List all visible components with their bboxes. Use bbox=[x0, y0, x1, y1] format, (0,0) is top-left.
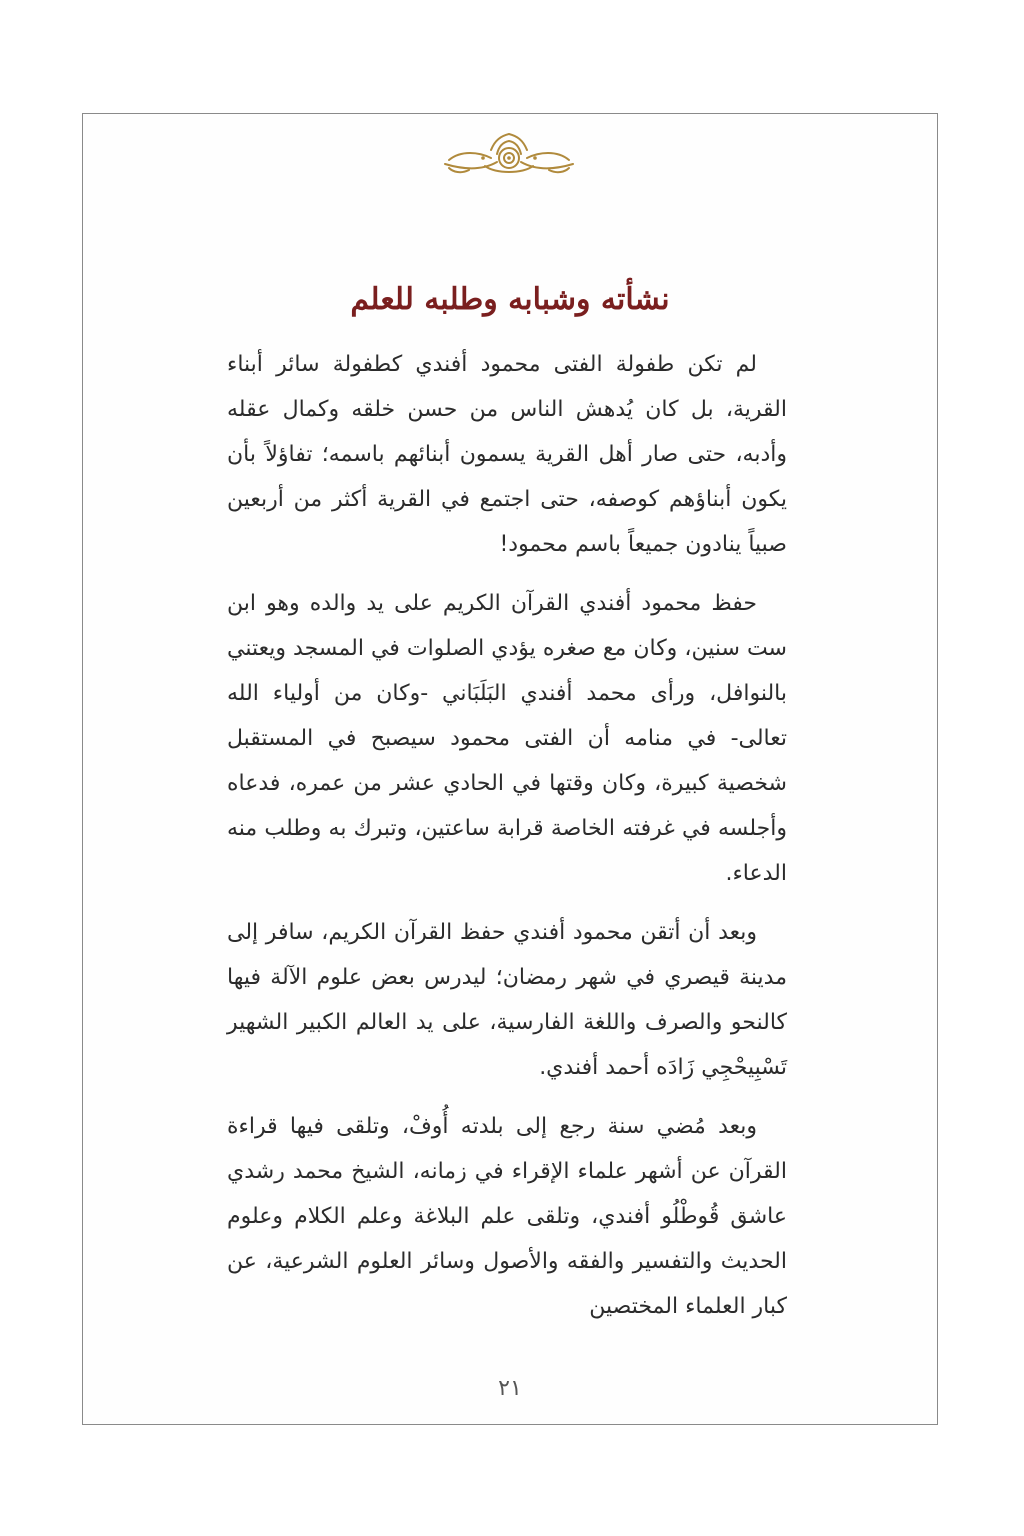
paragraph: حفظ محمود أفندي القرآن الكريم على يد والده وهو ابن ست سنين، وكان مع صغره يؤدي الصلوات في المسجد ويعتني بالنوافل، ورأى محمد أفندي البَلَبَاني -وكان من أولياء الله تعالى- في منامه أن الفتى محمود سيصبح في المستقبل شخصية كبيرة، وكان وقتها في الحادي عشر من عمره، فدعاه وأجلسه في غرفته الخاصة قرابة ساعتين، وتبرك به وطلب منه الدعاء. bbox=[227, 591, 787, 886]
paragraph: لم تكن طفولة الفتى محمود أفندي كطفولة سائر أبناء القرية، بل كان يُدهش الناس من حسن خلقه وكمال عقله وأدبه، حتى صار أهل القرية يسمون أبنائهم باسمه؛ تفاؤلاً بأن يكون أبناؤهم كوصفه، حتى اجتمع في القرية أكثر من أربعين صبياً ينادون جميعاً باسم محمود! bbox=[227, 352, 787, 557]
page-number: ٢١ bbox=[498, 1376, 522, 1401]
chapter-title: نشأته وشبابه وطلبه للعلم bbox=[350, 282, 670, 317]
paragraph: وبعد مُضي سنة رجع إلى بلدته أُوفْ، وتلقى فيها قراءة القرآن عن أشهر علماء الإقراء في زمانه، الشيخ محمد رشدي عاشق قُوطْلُو أفندي، وتلقى علم البلاغة وعلم الكلام وعلوم الحديث والتفسير والفقه والأصول وسائر العلوم الشرعية، عن كبار العلماء المختصين bbox=[227, 1114, 787, 1319]
floral-flourish-icon bbox=[439, 128, 579, 178]
chapter-body bbox=[227, 342, 787, 1343]
book-page bbox=[82, 113, 938, 1425]
paragraph: وبعد أن أتقن محمود أفندي حفظ القرآن الكريم، سافر إلى مدينة قيصري في شهر رمضان؛ ليدرس بعض علوم الآلة فيها كالنحو والصرف واللغة الفارسية، على يد العالم الكبير الشهير تَسْبِيحْجِي زَادَه أحمد أفندي. bbox=[227, 920, 787, 1080]
